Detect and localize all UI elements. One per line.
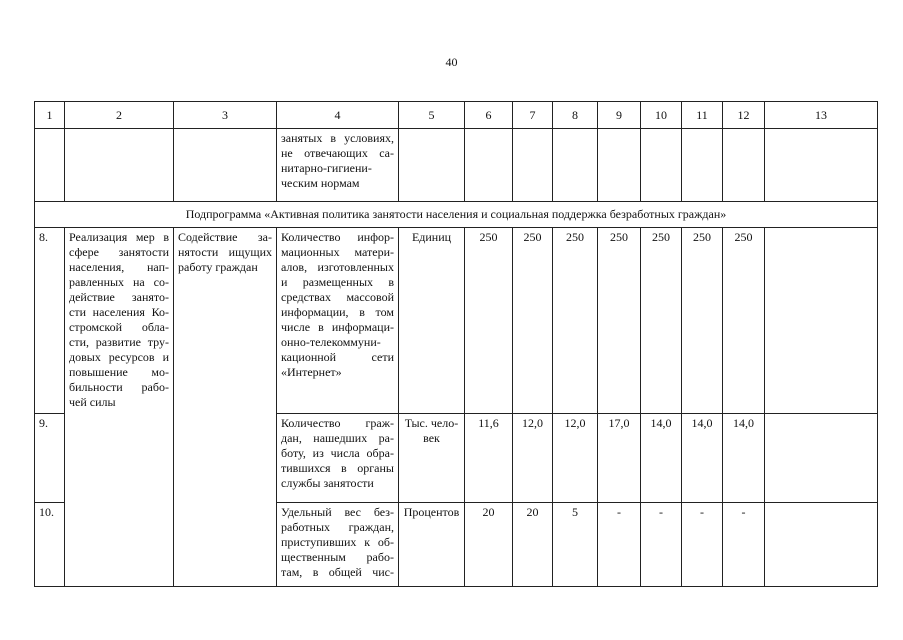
value-cell: 250 bbox=[598, 228, 641, 414]
value-cell: 250 bbox=[682, 228, 723, 414]
header-cell: 7 bbox=[513, 102, 553, 129]
indicator-cell: Удельный вес без- работных граждан, приступивших к об- щественным рабо- там, в общей чис- bbox=[277, 503, 399, 587]
header-cell: 10 bbox=[641, 102, 682, 129]
note-cell bbox=[765, 503, 878, 587]
value-cell: - bbox=[641, 503, 682, 587]
header-cell: 6 bbox=[465, 102, 513, 129]
value-cell: 20 bbox=[465, 503, 513, 587]
indicator-cell: Количество граж- дан, нашедших ра- боту, из числа обра- тившихся в органы службы занятости bbox=[277, 414, 399, 503]
table-header-row bbox=[35, 102, 878, 129]
value-cell: 11,6 bbox=[465, 414, 513, 503]
header-cell: 13 bbox=[765, 102, 878, 129]
value-cell: 12,0 bbox=[513, 414, 553, 503]
value-cell: 250 bbox=[723, 228, 765, 414]
subprogram-title: Подпрограмма «Активная политика занятости населения и социальная поддержка безработных граждан» bbox=[35, 202, 878, 228]
value-cell: 250 bbox=[553, 228, 598, 414]
value-cell: 250 bbox=[513, 228, 553, 414]
header-cell: 8 bbox=[553, 102, 598, 129]
value-cell: 250 bbox=[465, 228, 513, 414]
note-cell bbox=[765, 414, 878, 503]
header-cell: 12 bbox=[723, 102, 765, 129]
value-cell: - bbox=[598, 503, 641, 587]
value-cell: 5 bbox=[553, 503, 598, 587]
table-row bbox=[35, 414, 878, 503]
value-cell: 14,0 bbox=[682, 414, 723, 503]
value-cell: 20 bbox=[513, 503, 553, 587]
indicators-table bbox=[34, 101, 878, 587]
value-cell: 17,0 bbox=[598, 414, 641, 503]
table-row bbox=[35, 129, 878, 202]
indicator-cell: занятых в условиях, не отвечающих са- нитарно-гигиени- ческим нормам bbox=[277, 129, 399, 202]
row-number: 10. bbox=[35, 503, 65, 587]
table-row bbox=[35, 228, 878, 414]
subprogram-row bbox=[35, 202, 878, 228]
header-cell: 1 bbox=[35, 102, 65, 129]
unit-cell: Единиц bbox=[399, 228, 465, 414]
value-cell: 12,0 bbox=[553, 414, 598, 503]
table-row bbox=[35, 503, 878, 587]
unit-cell: Процентов bbox=[399, 503, 465, 587]
page-number: 40 bbox=[445, 55, 458, 69]
goal-cell: Содействие за- нятости ищущих работу граждан bbox=[174, 228, 277, 587]
header-cell: 9 bbox=[598, 102, 641, 129]
value-cell: - bbox=[723, 503, 765, 587]
header-cell: 4 bbox=[277, 102, 399, 129]
header-cell: 11 bbox=[682, 102, 723, 129]
row-number: 9. bbox=[35, 414, 65, 503]
header-cell: 5 bbox=[399, 102, 465, 129]
header-cell: 2 bbox=[65, 102, 174, 129]
row-number: 8. bbox=[35, 228, 65, 414]
header-cell: 3 bbox=[174, 102, 277, 129]
indicator-cell: Количество инфор- мационных матери- алов, изготовленных и размещенных в средствах массовой информации, в том числе в информаци- онно-телекоммуни- кационной сети «Интернет» bbox=[277, 228, 399, 414]
measure-cell: Реализация мер в сфере занятости населения, нап- равленных на со- действие занято- сти населения Ко- стромской обла- сти, развитие тру- довых ресурсов и повышение мо- бильности рабо- чей силы bbox=[65, 228, 174, 414]
unit-cell: Тыс. чело- век bbox=[399, 414, 465, 503]
value-cell: 250 bbox=[641, 228, 682, 414]
note-cell bbox=[765, 228, 878, 414]
value-cell: - bbox=[682, 503, 723, 587]
value-cell: 14,0 bbox=[723, 414, 765, 503]
value-cell: 14,0 bbox=[641, 414, 682, 503]
